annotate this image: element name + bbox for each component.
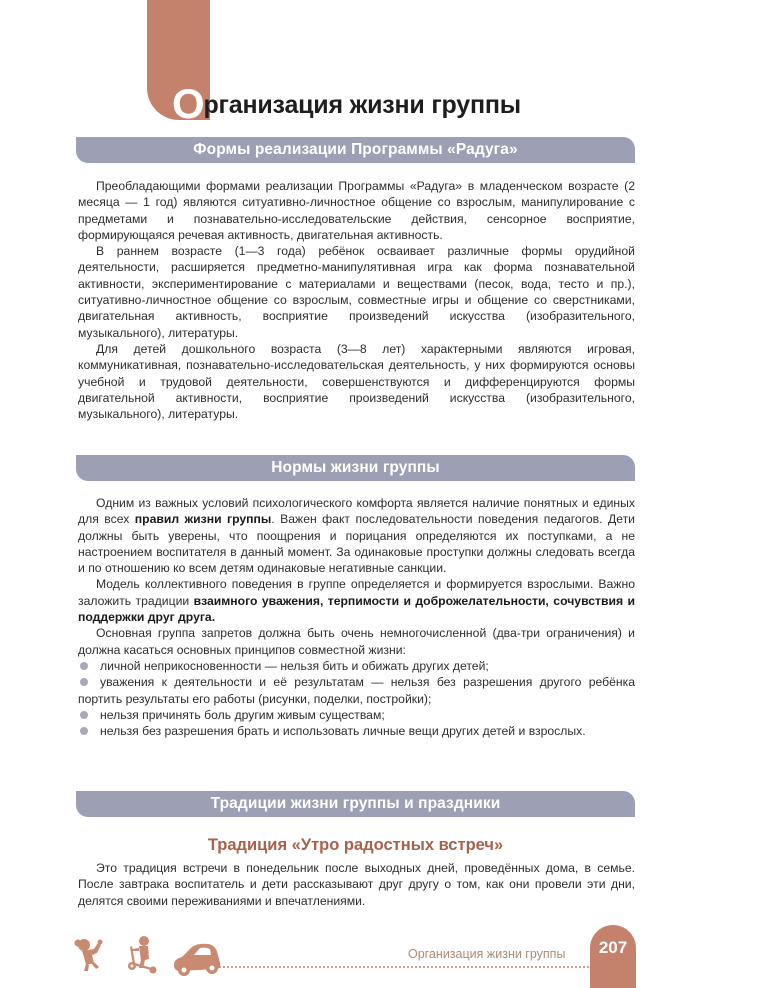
chapter-title [172,78,521,127]
list-item [78,707,635,723]
list-item-text: личной неприкосновенности — нельзя бить и обижать других детей; [100,658,489,673]
paragraph: Преобладающими формами реализации Программы «Радуга» в младенческом возрасте (2 месяца — 1 год) являются ситуативно-личностное общение со взрослым, манипулирование с предметами и познавательно-исследовательские действия, сенсорное восприятие, формирующаяся речевая активность, двигательная активность. [78,179,635,242]
list-item [78,723,635,739]
paragraph: В раннем возрасте (1—3 года) ребёнок осваивает различные формы орудийной деятельности, расширяется предметно-манипулятивная игра как форма познавательной активности, экспериментирование с материалами и веществами (песок, вода, тесто и пр.), ситуативно-личностное общение со взрослым, совместные игры и общение со сверстниками, двигательная активность, восприятие произведений искусства (изобразительного, музыкального), литературы. [78,244,635,340]
text-run: . Важен факт последовательности поведения педагогов. Дети должны быть уверены, что поощрения и порицания определяются их поступками, а не настроением воспитателя в данный момент. За одинаковые проступки должны следовать всегда и по отношению ко всем детям одинаковые негативные санкции. [78,512,635,576]
emphasis-text: взаимного уважения, терпимости и доброжелательности, сочувствия и поддержки друг друга. [78,593,635,625]
car-icon [170,941,226,977]
section-header-traditions: Традиции жизни группы и праздники [76,791,635,817]
paragraph [78,576,635,625]
emphasis-text: правил жизни группы [134,512,272,527]
list-item-text: нельзя причинять боль другим живым существам; [100,707,385,722]
bullet-icon [80,711,88,719]
chapter-title-rest: рганизация жизни группы [203,91,521,119]
text-run: Одним из важных условий психологического комфорта является наличие понятных и единых для всех [78,496,635,527]
child-scooter-icon [122,935,162,975]
girl-dancing-icon [72,937,108,973]
section-norms-body [78,495,635,739]
section-traditions-body [78,860,635,909]
paragraph: Для детей дошкольного возраста (3—8 лет) характерными являются игровая, коммуникативная, познавательно-исследовательская деятельность, у них формируются основы учебной и трудовой деятельности, совершенствуются и дифференцируются формы двигательной активности, восприятие произведений искусства (изобразительного, музыкального), литературы. [78,341,635,422]
tradition-subheading: Традиция «Утро радостных встреч» [207,836,504,854]
section-header-forms: Формы реализации Программы «Радуга» [76,137,635,163]
bullet-icon [80,678,88,686]
section-forms-body [78,178,635,422]
paragraph [78,495,635,576]
prohibitions-list [78,658,635,739]
running-title: Организация жизни группы [408,947,566,961]
list-item-text: уважения к деятельности и её результатам — нельзя без разрешения другого ребёнка портить результаты его работы (рисунки, поделки, постройки); [78,675,635,706]
footer-decorations [72,935,242,975]
list-item [78,674,635,707]
chapter-title-initial: О [172,80,205,127]
paragraph: Это традиция встречи в понедельник после выходных дней, проведённых дома, в семье. После завтрака воспитатель и дети рассказывают друг другу о том, как они провели эти дни, делятся своими переживаниями и впечатлениями. [78,861,635,908]
list-item [78,658,635,674]
bullet-icon [80,727,88,735]
bullet-icon [80,662,88,670]
footer-dotted-rule [218,966,590,968]
text-run: Модель коллективного поведения в группе определяется и формируется взрослыми. Важно заложить традиции [78,577,635,608]
page-number: 207 [590,925,636,988]
list-item-text: нельзя без разрешения брать и использовать личные вещи других детей и взрослых. [100,724,586,739]
section-header-norms: Нормы жизни группы [76,455,635,481]
paragraph: Основная группа запретов должна быть очень немногочисленной (два-три ограничения) и должна касаться основных принципов совместной жизни: [78,626,635,657]
